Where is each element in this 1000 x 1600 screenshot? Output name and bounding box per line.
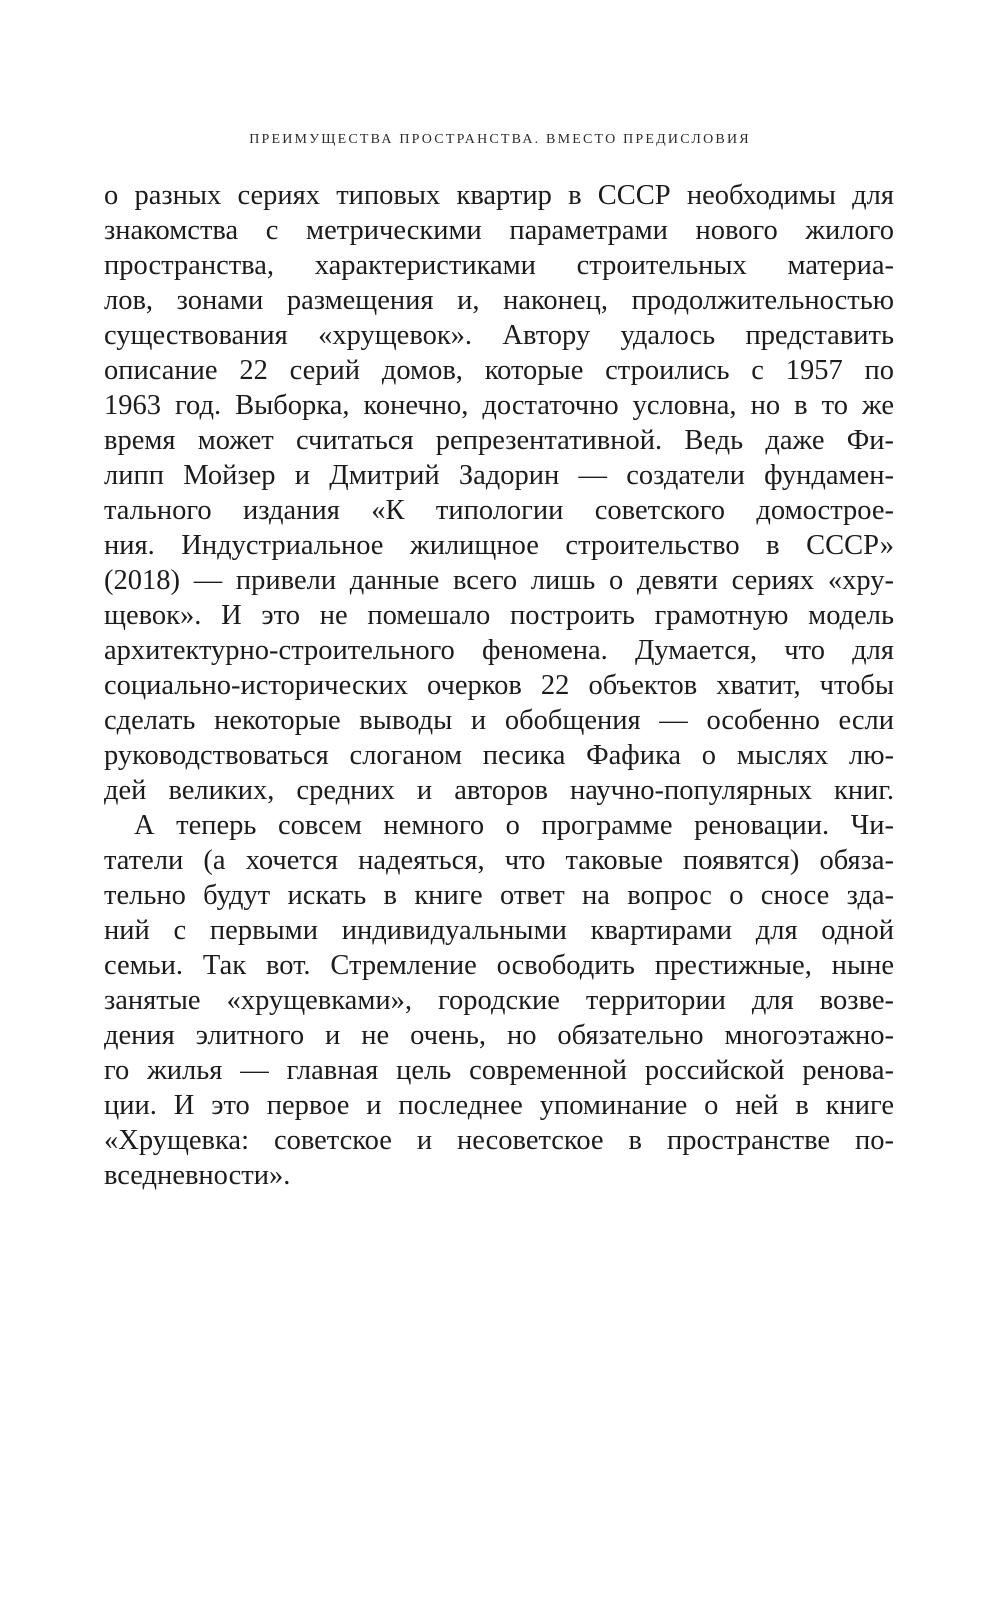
text-line: занятые «хрущевками», городские территории для возве- bbox=[104, 985, 894, 1016]
text-line: пространства, характеристиками строительных материа- bbox=[104, 250, 894, 281]
text-line: социально-исторических очерков 22 объектов хватит, чтобы bbox=[104, 670, 894, 701]
paragraph-2 bbox=[104, 808, 894, 1193]
text-line: вседневности». bbox=[104, 1160, 291, 1191]
text-line: знакомства с метрическими параметрами нового жилого bbox=[104, 215, 894, 246]
text-line: описание 22 серий домов, которые строились с 1957 по bbox=[104, 355, 894, 386]
text-line: существования «хрущевок». Автору удалось представить bbox=[104, 320, 894, 351]
text-line: дения элитного и не очень, но обязательно многоэтажно- bbox=[104, 1020, 894, 1051]
text-line: дей великих, средних и авторов научно-популярных книг. bbox=[104, 775, 894, 806]
paragraph-1 bbox=[104, 178, 894, 808]
text-line: ний с первыми индивидуальными квартирами для одной bbox=[104, 915, 894, 946]
text-line: А теперь совсем немного о программе реновации. Чи- bbox=[134, 810, 894, 841]
text-line: ции. И это первое и последнее упоминание о ней в книге bbox=[104, 1090, 894, 1121]
text-line: сделать некоторые выводы и обобщения — особенно если bbox=[104, 705, 894, 736]
text-line: го жилья — главная цель современной российской ренова- bbox=[104, 1055, 894, 1086]
body-text bbox=[104, 178, 894, 1193]
text-line: лов, зонами размещения и, наконец, продолжительностью bbox=[104, 285, 894, 316]
text-line: архитектурно-строительного феномена. Думается, что для bbox=[104, 635, 894, 666]
running-head: ПРЕИМУЩЕСТВА ПРОСТРАНСТВА. ВМЕСТО ПРЕДИСЛОВИЯ bbox=[249, 132, 751, 147]
text-line: липп Мойзер и Дмитрий Задорин — создатели фундамен- bbox=[104, 460, 894, 491]
text-line: руководствоваться слоганом песика Фафика о мыслях лю- bbox=[104, 740, 894, 771]
text-line: ния. Индустриальное жилищное строительство в СССР» bbox=[104, 530, 894, 561]
text-line: (2018) — привели данные всего лишь о девяти сериях «хру- bbox=[104, 565, 894, 596]
text-line: время может считаться репрезентативной. Ведь даже Фи- bbox=[104, 425, 894, 456]
text-line: «Хрущевка: советское и несоветское в пространстве по- bbox=[104, 1125, 894, 1156]
text-line: семьи. Так вот. Стремление освободить престижные, ныне bbox=[104, 950, 894, 981]
text-line: щевок». И это не помешало построить грамотную модель bbox=[104, 600, 894, 631]
text-line: тельно будут искать в книге ответ на вопрос о сносе зда- bbox=[104, 880, 894, 911]
text-line: 1963 год. Выборка, конечно, достаточно условна, но в то же bbox=[104, 390, 894, 421]
text-line: о разных сериях типовых квартир в СССР необходимы для bbox=[104, 180, 894, 211]
text-line: тального издания «К типологии советского домострое- bbox=[104, 495, 894, 526]
text-line: татели (а хочется надеяться, что таковые появятся) обяза- bbox=[104, 845, 894, 876]
